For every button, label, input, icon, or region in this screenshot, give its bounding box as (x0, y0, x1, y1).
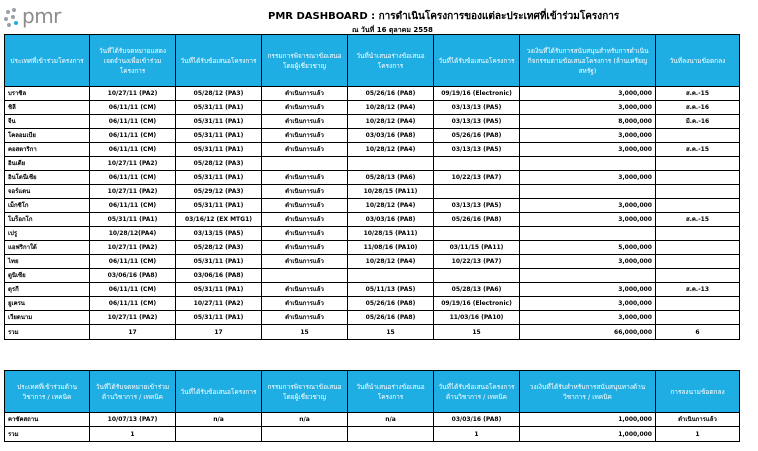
table-cell (262, 157, 348, 171)
total-row (5, 427, 740, 442)
table-row (5, 101, 740, 115)
table-cell (656, 199, 740, 213)
table-cell: ดำเนินการแล้ว (262, 311, 348, 325)
table-cell: 05/28/12 (PA3) (176, 157, 262, 171)
table-cell: 10/22/13 (PA7) (434, 255, 520, 269)
country-name: คอสตาริกา (5, 143, 90, 157)
table-cell: ดำเนินการแล้ว (262, 255, 348, 269)
table-cell: 09/19/16 (Electronic) (434, 297, 520, 311)
table-cell: 05/31/11 (PA1) (176, 115, 262, 129)
table-row (5, 115, 740, 129)
column-header: การลงนามข้อตกลง (656, 371, 740, 413)
country-name: เวียดนาม (5, 311, 90, 325)
column-header: ประเทศที่เข้าร่วมด้านวิชาการ / เทคนิค (5, 371, 90, 413)
column-header: กรรมการพิจารณาข้อเสนอโดยผู้เชี่ยวชาญ (262, 35, 348, 87)
table-cell: 05/28/12 (PA3) (176, 87, 262, 101)
table-cell: ดำเนินการแล้ว (262, 283, 348, 297)
technical-support-table (4, 370, 740, 442)
table-cell: ดำเนินการแล้ว (262, 171, 348, 185)
table-cell (656, 255, 740, 269)
total-cell: 1 (656, 427, 740, 442)
column-header: วันที่ได้รับจดหมายแสดงเจตจำนงเพื่อเข้าร่วมโครงการ (90, 35, 176, 87)
table-cell: 10/28/12 (PA4) (348, 115, 434, 129)
table-cell: 3,000,000 (520, 199, 656, 213)
table-row (5, 87, 740, 101)
total-cell: 15 (434, 325, 520, 340)
table-cell (434, 227, 520, 241)
total-cell: 15 (348, 325, 434, 340)
country-name: คาซัคสถาน (5, 413, 90, 427)
table-cell (520, 227, 656, 241)
table-cell: 05/26/16 (PA8) (434, 213, 520, 227)
table-row (5, 129, 740, 143)
table-cell (434, 269, 520, 283)
column-header: วันที่ได้รับจดหมายเข้าร่วมด้านวิชาการ / เทคนิค (90, 371, 176, 413)
total-cell: 66,000,000 (520, 325, 656, 340)
table-cell (656, 157, 740, 171)
table-row (5, 269, 740, 283)
table-cell: 03/13/13 (PA5) (434, 143, 520, 157)
table-cell: 03/03/16 (PA8) (348, 213, 434, 227)
table-cell: 3,000,000 (520, 311, 656, 325)
table-cell (348, 157, 434, 171)
total-cell: 17 (90, 325, 176, 340)
table-header-row (5, 371, 740, 413)
table-cell: ดำเนินการแล้ว (262, 227, 348, 241)
table-row (5, 157, 740, 171)
table-cell: 05/28/13 (PA6) (434, 283, 520, 297)
table-cell: 3,000,000 (520, 87, 656, 101)
country-name: อินเดีย (5, 157, 90, 171)
table-cell (656, 297, 740, 311)
country-name: เม็กซิโก (5, 199, 90, 213)
logo-dots-icon (4, 8, 22, 28)
table-cell: 06/11/11 (CM) (90, 283, 176, 297)
table-cell: 05/31/11 (PA1) (176, 171, 262, 185)
table-cell: ดำเนินการแล้ว (262, 199, 348, 213)
table-row (5, 213, 740, 227)
table-cell: 3,000,000 (520, 297, 656, 311)
table-row (5, 311, 740, 325)
total-cell (348, 427, 434, 442)
logo-text: pmr (22, 4, 61, 28)
table-cell: 03/06/16 (PA8) (90, 269, 176, 283)
table-cell: 5,000,000 (520, 241, 656, 255)
table-cell: 06/11/11 (CM) (90, 115, 176, 129)
table-cell: 10/28/12 (PA4) (348, 143, 434, 157)
country-name: แอฟริกาใต้ (5, 241, 90, 255)
table-row (5, 255, 740, 269)
table-cell: 11/08/16 (PA10) (348, 241, 434, 255)
table-cell: มี.ค.-16 (656, 115, 740, 129)
table-cell: 05/26/16 (PA8) (348, 87, 434, 101)
report-date: ณ วันที่ 16 ตุลาคม 2558 (352, 26, 433, 34)
country-name: ยูเครน (5, 297, 90, 311)
table-cell: 10/22/13 (PA7) (434, 171, 520, 185)
table-cell: ดำเนินการแล้ว (262, 101, 348, 115)
table-cell: 10/28/12 (PA4) (348, 199, 434, 213)
country-name: บราซิล (5, 87, 90, 101)
table-cell (434, 185, 520, 199)
total-label: รวม (5, 325, 90, 340)
table-cell: 03/06/16 (PA8) (176, 269, 262, 283)
table-cell (656, 185, 740, 199)
table-row (5, 199, 740, 213)
table-cell: 09/19/16 (Electronic) (434, 87, 520, 101)
table-cell: 10/07/13 (PA7) (90, 413, 176, 427)
table-cell (656, 171, 740, 185)
country-name: ชิลี (5, 101, 90, 115)
table-cell: ดำเนินการแล้ว (262, 143, 348, 157)
total-cell (262, 427, 348, 442)
table-cell: ดำเนินการแล้ว (262, 213, 348, 227)
country-name: ตุรกี (5, 283, 90, 297)
country-name: ไทย (5, 255, 90, 269)
table-row (5, 241, 740, 255)
country-name: จีน (5, 115, 90, 129)
total-cell: 17 (176, 325, 262, 340)
table-row (5, 171, 740, 185)
table-cell: 03/13/13 (PA5) (434, 101, 520, 115)
table-cell (656, 129, 740, 143)
total-cell: 1 (434, 427, 520, 442)
country-progress-table (4, 34, 740, 340)
country-name: โคลอมเบีย (5, 129, 90, 143)
table-cell: ส.ค.-15 (656, 87, 740, 101)
table-cell: 10/28/12(PA4) (90, 227, 176, 241)
page-title: PMR DASHBOARD : การดำเนินโครงการของแต่ละประเทศที่เข้าร่วมโครงการ (268, 11, 620, 22)
table-cell: 05/31/11 (PA1) (176, 199, 262, 213)
country-name: ตูนิเซีย (5, 269, 90, 283)
total-cell (176, 427, 262, 442)
table-cell: ดำเนินการแล้ว (262, 241, 348, 255)
country-name: อินโดนีเซีย (5, 171, 90, 185)
table-cell: 05/31/11 (PA1) (176, 255, 262, 269)
table-cell: n/a (348, 413, 434, 427)
table-cell: 1,000,000 (520, 413, 656, 427)
table-cell: 03/03/16 (PA8) (348, 129, 434, 143)
table-cell: 05/28/13 (PA6) (348, 171, 434, 185)
table-cell (520, 185, 656, 199)
table-cell: 05/31/11 (PA1) (176, 311, 262, 325)
table-cell: 3,000,000 (520, 129, 656, 143)
table-cell: 06/11/11 (CM) (90, 143, 176, 157)
table-cell: 03/13/13 (PA5) (434, 115, 520, 129)
table-row (5, 185, 740, 199)
table-cell: 03/11/15 (PA11) (434, 241, 520, 255)
total-cell: 1 (90, 427, 176, 442)
table-cell: 05/31/11 (PA1) (176, 101, 262, 115)
column-header: ประเทศที่เข้าร่วมโครงการ (5, 35, 90, 87)
table-row (5, 283, 740, 297)
table-cell: 3,000,000 (520, 255, 656, 269)
table-cell: 03/13/15 (PA5) (176, 227, 262, 241)
table-row (5, 413, 740, 427)
table-cell: 06/11/11 (CM) (90, 101, 176, 115)
table-cell: 11/03/16 (PA10) (434, 311, 520, 325)
table-cell: n/a (262, 413, 348, 427)
total-label: รวม (5, 427, 90, 442)
table-cell: 05/26/16 (PA8) (434, 129, 520, 143)
table-cell: 8,000,000 (520, 115, 656, 129)
table-cell: 10/27/11 (PA2) (90, 241, 176, 255)
table-cell: 05/29/12 (PA3) (176, 185, 262, 199)
table-cell (520, 269, 656, 283)
table-cell (348, 269, 434, 283)
column-header: วงเงินที่ได้รับสำหรับการสนับสนุนทางด้านวิชาการ / เทคนิค (520, 371, 656, 413)
table-cell: 03/03/16 (PA8) (434, 413, 520, 427)
table-cell (656, 241, 740, 255)
table-cell: 06/11/11 (CM) (90, 199, 176, 213)
table-cell: ส.ค.-16 (656, 101, 740, 115)
table-cell: ดำเนินการแล้ว (262, 297, 348, 311)
table-cell: 10/27/11 (PA2) (176, 297, 262, 311)
table-cell: 10/27/11 (PA2) (90, 185, 176, 199)
table-cell: 10/28/15 (PA11) (348, 227, 434, 241)
column-header: วันที่ได้รับข้อเสนอโครงการ (176, 371, 262, 413)
table-cell: 06/11/11 (CM) (90, 297, 176, 311)
table-cell: ส.ค.-15 (656, 143, 740, 157)
table-cell: 06/11/11 (CM) (90, 255, 176, 269)
table-cell: 3,000,000 (520, 101, 656, 115)
table-row (5, 297, 740, 311)
table-cell: 10/28/12 (PA4) (348, 101, 434, 115)
table-cell: 10/27/11 (PA2) (90, 157, 176, 171)
table-cell (656, 311, 740, 325)
table-cell: ส.ค.-15 (656, 213, 740, 227)
column-header: กรรมการพิจารณาข้อเสนอโดยผู้เชี่ยวชาญ (262, 371, 348, 413)
table-cell: 10/27/11 (PA2) (90, 87, 176, 101)
table-cell: 06/11/11 (CM) (90, 129, 176, 143)
table-cell (262, 269, 348, 283)
table-cell: 03/16/12 (EX MTG1) (176, 213, 262, 227)
table-cell: ส.ค.-13 (656, 283, 740, 297)
table-cell: 3,000,000 (520, 283, 656, 297)
country-name: จอร์แดน (5, 185, 90, 199)
table-cell: 06/11/11 (CM) (90, 171, 176, 185)
table-cell (656, 269, 740, 283)
column-header: วันที่นำเสนอร่างข้อเสนอโครงการ (348, 35, 434, 87)
table-cell: ดำเนินการแล้ว (262, 87, 348, 101)
country-name: เปรู (5, 227, 90, 241)
table-cell: ดำเนินการแล้ว (262, 115, 348, 129)
table-cell (520, 157, 656, 171)
table-cell: 05/31/11 (PA1) (176, 283, 262, 297)
table-header-row (5, 35, 740, 87)
table-cell: 10/28/12 (PA4) (348, 255, 434, 269)
table-cell: 10/27/11 (PA2) (90, 311, 176, 325)
column-header: วงเงินที่ได้รับการสนับสนุนสำหรับการดำเนินกิจกรรมตามข้อเสนอโครงการ (ล้านเหรียญสหรัฐ) (520, 35, 656, 87)
table-cell: ดำเนินการแล้ว (262, 129, 348, 143)
table-cell: 10/28/15 (PA11) (348, 185, 434, 199)
table-cell: ดำเนินการแล้ว (656, 413, 740, 427)
total-cell: 6 (656, 325, 740, 340)
column-header: วันที่ได้รับข้อเสนอโครงการด้านวิชาการ / เทคนิค (434, 371, 520, 413)
total-cell: 1,000,000 (520, 427, 656, 442)
table-cell: n/a (176, 413, 262, 427)
country-name: โมร็อกโก (5, 213, 90, 227)
table-row (5, 143, 740, 157)
table-cell: 05/28/12 (PA3) (176, 241, 262, 255)
table-cell: 3,000,000 (520, 213, 656, 227)
table-cell: 3,000,000 (520, 143, 656, 157)
table-cell: 05/11/13 (PA5) (348, 283, 434, 297)
total-row (5, 325, 740, 340)
table-cell: 05/31/11 (PA1) (90, 213, 176, 227)
table-cell: 03/13/13 (PA5) (434, 199, 520, 213)
total-cell: 15 (262, 325, 348, 340)
table-cell: 05/31/11 (PA1) (176, 143, 262, 157)
column-header: วันที่นำเสนอร่างข้อเสนอโครงการ (348, 371, 434, 413)
table-cell (656, 227, 740, 241)
table-cell: 05/31/11 (PA1) (176, 129, 262, 143)
column-header: วันที่ได้รับข้อเสนอโครงการ (176, 35, 262, 87)
pmr-logo (4, 6, 74, 30)
table-cell: ดำเนินการแล้ว (262, 185, 348, 199)
table-cell: 05/26/16 (PA8) (348, 311, 434, 325)
table-cell: 05/26/16 (PA8) (348, 297, 434, 311)
table-cell (434, 157, 520, 171)
column-header: วันที่ได้รับข้อเสนอโครงการ (434, 35, 520, 87)
table-row (5, 227, 740, 241)
table-cell: 3,000,000 (520, 171, 656, 185)
column-header: วันที่ลงนามข้อตกลง (656, 35, 740, 87)
